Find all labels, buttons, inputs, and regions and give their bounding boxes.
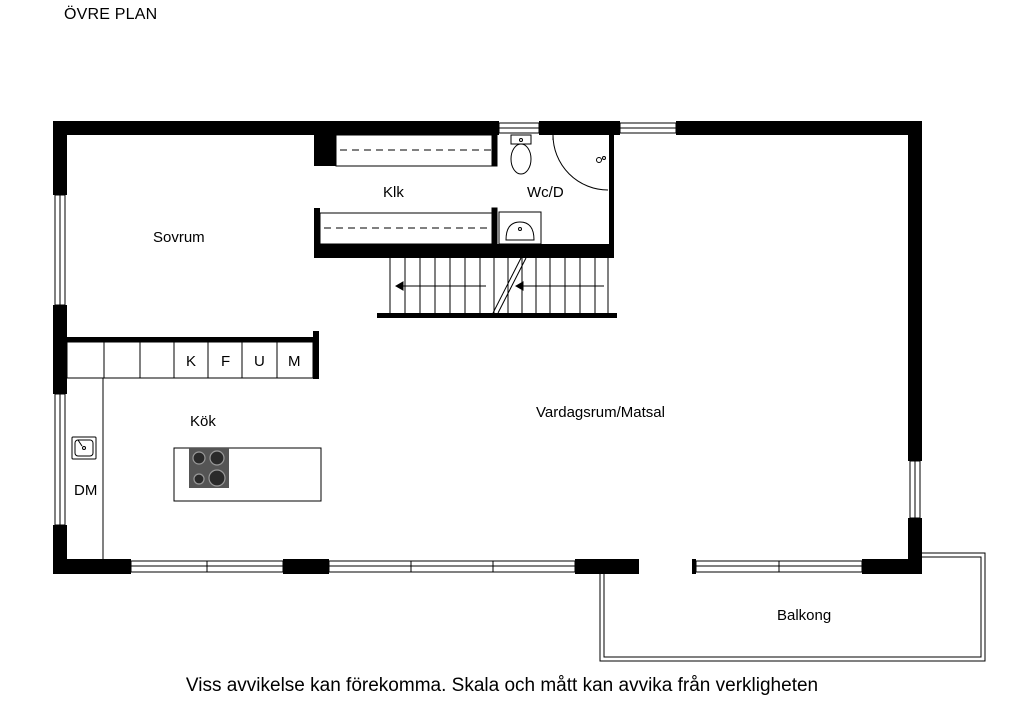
burner-1 <box>193 452 205 464</box>
cabinet-label-k: K <box>186 353 197 370</box>
closets <box>320 135 497 244</box>
wall-bottom-5 <box>862 559 922 574</box>
wall-kitchen-partition <box>67 337 319 342</box>
wall-bottom-2 <box>283 559 329 574</box>
wall-top-right <box>676 121 922 135</box>
wall-bottom-1 <box>53 559 131 574</box>
cabinet-label-f: F <box>221 353 231 370</box>
wall-kitchen-post <box>313 331 319 379</box>
toilet-bowl <box>511 144 531 174</box>
wall-stair-bottom <box>377 313 617 318</box>
shower-drain <box>597 158 602 163</box>
burner-2 <box>210 451 224 465</box>
wall-closet-top-post <box>314 133 336 166</box>
wall-wc-right <box>609 133 614 258</box>
wall-bottom-4 <box>692 559 696 574</box>
cabinet-label-u: U <box>254 353 265 370</box>
burner-3 <box>194 474 204 484</box>
room-label-klk: Klk <box>383 184 404 201</box>
cabinet-label-m: M <box>288 353 301 370</box>
room-label-sovrum: Sovrum <box>153 229 205 246</box>
wall-left-top <box>53 121 67 195</box>
wall-left-mid <box>53 305 67 394</box>
burner-4 <box>209 470 225 486</box>
wall-bottom-3 <box>575 559 639 574</box>
exterior-walls <box>53 121 922 574</box>
staircase <box>390 258 608 313</box>
room-label-dm: DM <box>74 482 98 499</box>
room-label-wc: Wc/D <box>527 184 564 201</box>
wall-top-left <box>53 121 499 135</box>
room-label-vardagsrum: Vardagsrum/Matsal <box>536 404 665 421</box>
wall-right-top <box>908 121 922 461</box>
wall-top-mid <box>539 121 620 135</box>
toilet-tank <box>511 135 531 144</box>
kitchen-island <box>174 448 321 501</box>
cabinet-labels <box>186 353 301 370</box>
room-label-kok: Kök <box>190 413 216 430</box>
windows <box>55 123 920 572</box>
wall-stair-top <box>314 244 614 258</box>
room-label-balkong: Balkong <box>777 607 832 624</box>
plan-title: ÖVRE PLAN <box>64 6 158 23</box>
disclaimer-text: Viss avvikelse kan förekomma. Skala och mått kan avvika från verkligheten <box>185 675 819 696</box>
